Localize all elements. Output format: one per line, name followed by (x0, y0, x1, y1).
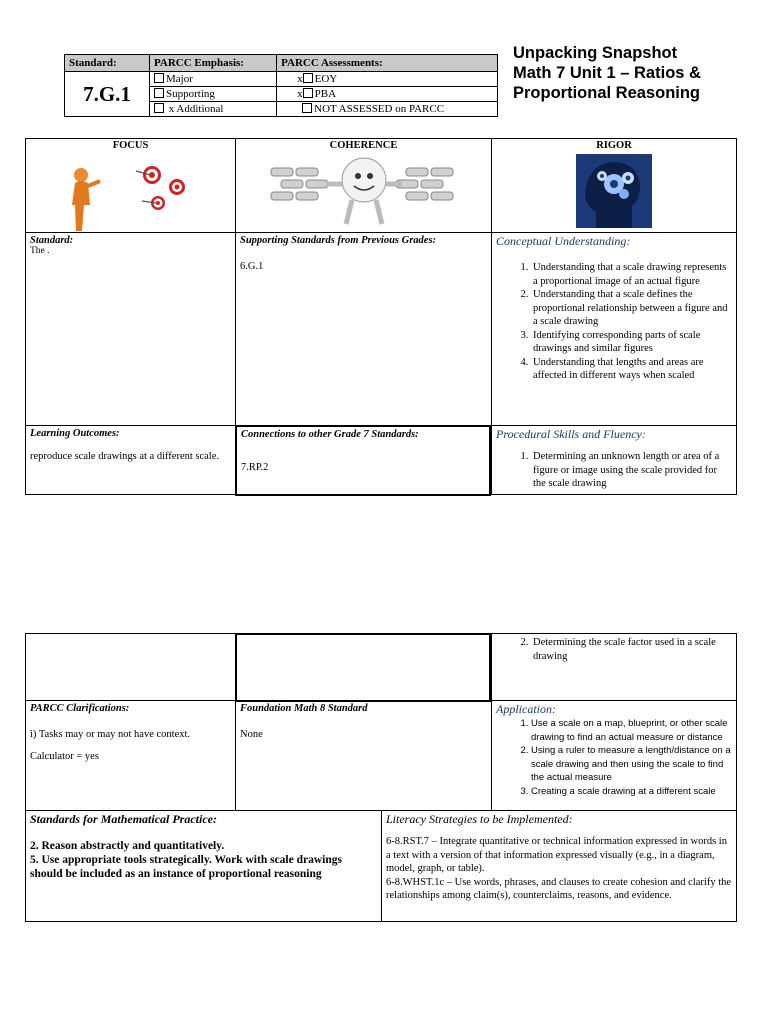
supporting-label: Supporting Standards from Previous Grades: (240, 235, 437, 246)
col-emphasis-header: PARCC Emphasis: (150, 55, 277, 72)
focus-heading: FOCUS (112, 140, 149, 151)
emphasis-major: Major (150, 72, 277, 87)
list-item: 2. Determining the scale factor used in a scale drawing (531, 636, 732, 663)
application-label: Application: (496, 702, 556, 716)
application-cell (491, 700, 737, 811)
list-item: 1. Use a scale on a map, blueprint, or other scale drawing to find an actual measure or distance (531, 717, 732, 744)
checkbox-icon (303, 73, 313, 83)
connections-label: Connections to other Grade 7 Standards: (241, 429, 419, 440)
checkbox-icon (303, 88, 313, 98)
procedural-list (496, 450, 732, 491)
clarifications-line2: Calculator = yes (30, 750, 99, 762)
standard-label: Standard: (30, 235, 74, 246)
col-assessments-header: PARCC Assessments: (277, 55, 498, 72)
supporting-cell (235, 232, 492, 426)
standard-text: The . (30, 246, 50, 256)
list-item: 4. Understanding that lengths and areas are affected in different ways when scaled (531, 356, 732, 383)
brain-gears-icon (576, 154, 652, 228)
page-title: Unpacking Snapshot Math 7 Unit 1 – Ratios & Proportional Reasoning (513, 44, 701, 102)
outcomes-text: reproduce scale drawings at a different scale. (30, 451, 220, 462)
checkbox-icon (154, 103, 164, 113)
checkbox-icon (154, 73, 164, 83)
col-standard-header: Standard: (65, 55, 150, 72)
empty-cell (25, 633, 236, 701)
literacy-line2: 6-8.WHST.1c – Use words, phrases, and clauses to create cohesion and clarify the relationships among claim(s), counterclaims, reasons, and evidence. (386, 876, 732, 901)
foundation-text: None (240, 729, 263, 740)
linking-figure-icon (266, 154, 466, 229)
practice-label: Standards for Mathematical Practice: (30, 812, 217, 826)
checkbox-icon (154, 88, 164, 98)
literacy-cell (381, 810, 737, 922)
emphasis-supporting: Supporting (150, 87, 277, 102)
coherence-heading: COHERENCE (329, 140, 398, 151)
supporting-text: 6.G.1 (240, 261, 264, 272)
empty-connections-cell (235, 633, 491, 702)
assessment-pba: x PBA (277, 87, 498, 102)
clarifications-label: PARCC Clarifications: (30, 703, 130, 714)
connections-text: 7.RP.2 (241, 462, 269, 473)
rigor-cell (491, 138, 737, 233)
list-item: 1. Determining an unknown length or area of a figure or image using the scale provided for the scale drawing (531, 450, 732, 491)
conceptual-label: Conceptual Understanding: (496, 234, 631, 248)
list-item: 1. Understanding that a scale drawing represents a proportional image of an actual figure (531, 261, 732, 288)
outcomes-cell (25, 425, 236, 495)
standard-code: 7.G.1 (65, 72, 150, 117)
list-item: 2. Understanding that a scale defines the proportional relationship between a figure and a scale drawing (531, 288, 732, 329)
checkbox-icon (302, 103, 312, 113)
standard-cell (25, 232, 236, 426)
focus-cell (25, 138, 236, 233)
foundation-label: Foundation Math 8 Standard (240, 703, 368, 714)
procedural-cell (491, 425, 737, 495)
procedural-continued-cell (491, 633, 737, 701)
assessment-not-assessed: NOT ASSESSED on PARCC (277, 102, 498, 117)
clarifications-line1: i) Tasks may or may not have context. (30, 729, 191, 740)
coherence-cell (235, 138, 492, 233)
procedural-list-continued (496, 636, 732, 663)
conceptual-list (496, 261, 732, 383)
clarifications-cell (25, 700, 236, 811)
list-item: 3. Identifying corresponding parts of scale drawings and similar figures (531, 329, 732, 356)
list-item: 3. Creating a scale drawing at a different scale (531, 785, 732, 799)
assessment-eoy: x EOY (277, 72, 498, 87)
target-figure-icon (66, 153, 196, 233)
standard-header-table (64, 54, 498, 117)
literacy-label: Literacy Strategies to be Implemented: (386, 812, 573, 826)
emphasis-additional: x Additional (150, 102, 277, 117)
list-item: 2. Using a ruler to measure a length/distance on a scale drawing and then using the scale to find the actual measure (531, 744, 732, 785)
application-list (496, 717, 732, 798)
practice-line2: 5. Use appropriate tools strategically. Work with scale drawings should be included as an instance of proportional reasoning (30, 854, 342, 880)
rigor-heading: RIGOR (596, 140, 632, 151)
practice-cell (25, 810, 382, 922)
conceptual-cell (491, 232, 737, 426)
literacy-line1: 6-8.RST.7 – Integrate quantitative or technical information expressed in words in a text with a version of that information expressed visually (e.g., in a diagram, model, graph, or table). (386, 836, 727, 874)
connections-cell (235, 425, 491, 496)
foundation-cell (235, 700, 492, 811)
outcomes-label: Learning Outcomes: (30, 428, 120, 439)
practice-line1: 2. Reason abstractly and quantitatively. (30, 840, 225, 852)
procedural-label: Procedural Skills and Fluency: (496, 427, 646, 441)
